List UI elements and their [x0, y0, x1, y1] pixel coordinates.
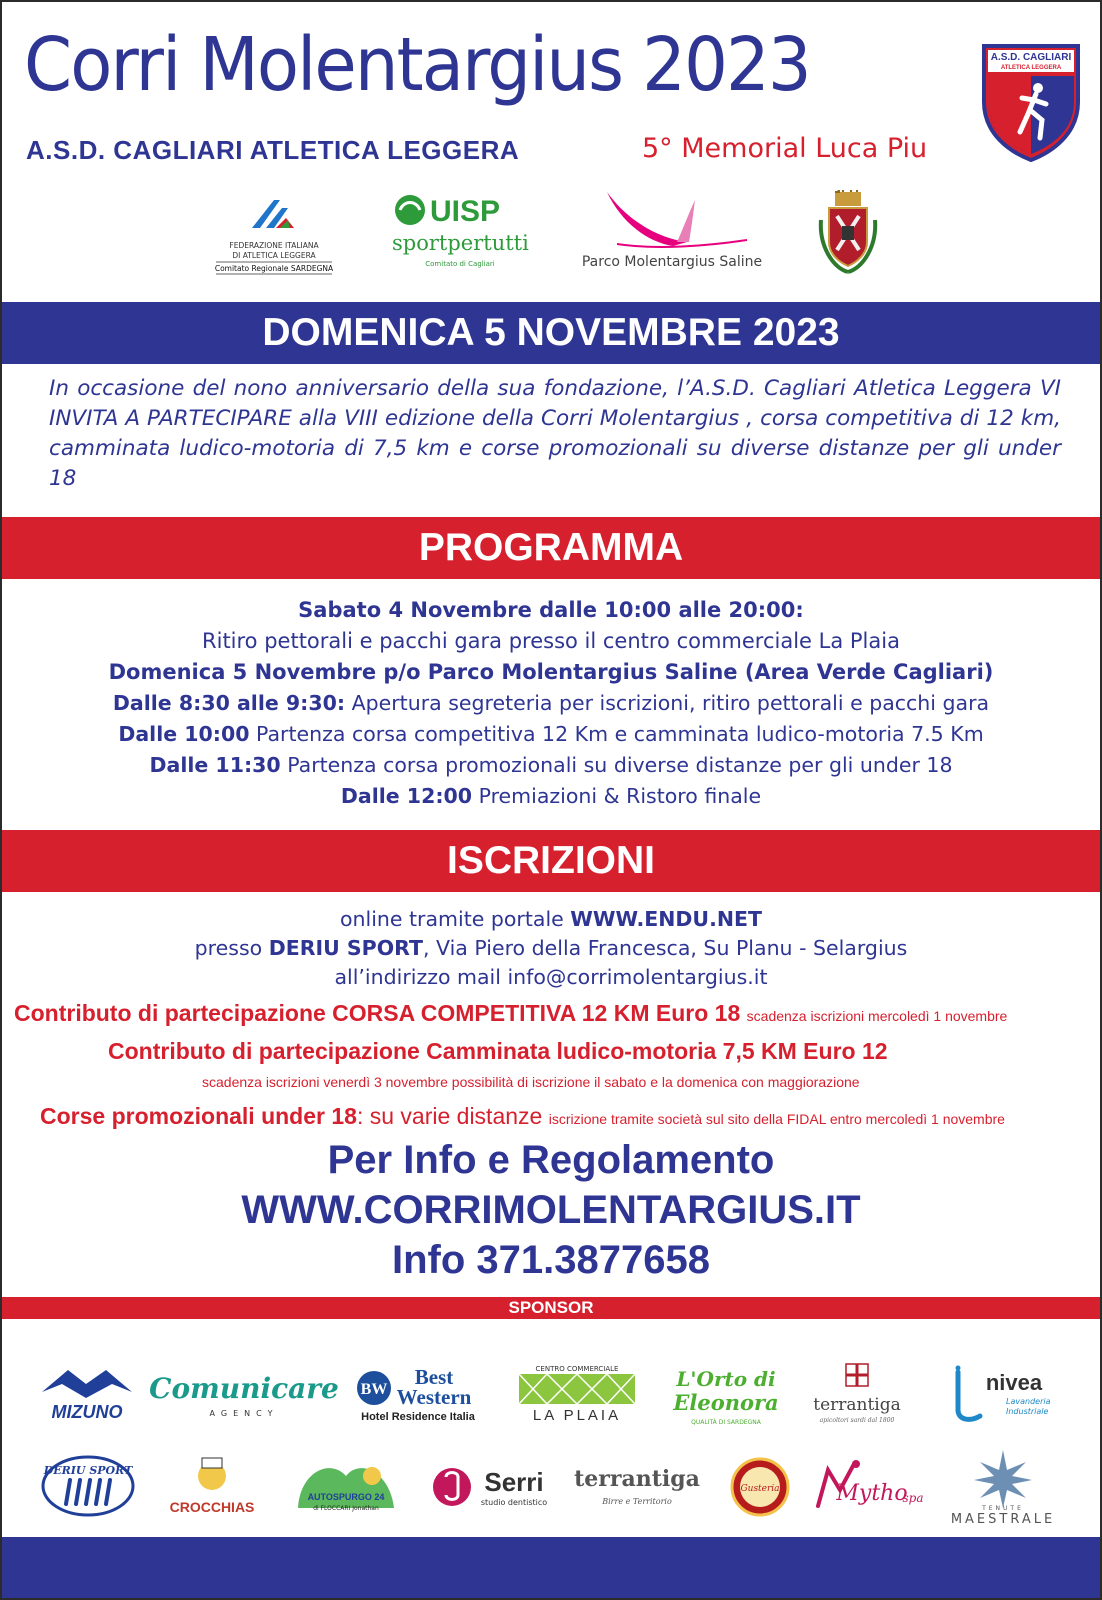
info-phone: Info 371.3877658: [392, 1238, 710, 1282]
mail-line[interactable]: all’indirizzo mail info@corrimolentargius.it: [334, 965, 768, 989]
svg-text:AGENCY: AGENCY: [209, 1409, 279, 1418]
svg-text:MIZUNO: MIZUNO: [51, 1402, 123, 1422]
endu-link[interactable]: WWW.ENDU.NET: [570, 907, 763, 931]
sponsor-serri-logo: [430, 1457, 552, 1517]
presso-line: presso DERIU SPORT, Via Piero della Francesca, Su Planu - Selargius: [194, 936, 908, 960]
fee-competitive: Contributo di partecipazione CORSA COMPETITIVA 12 KM Euro 18 scadenza iscrizioni mercoledì 1 novembre: [14, 1000, 1008, 1026]
svg-text:CROCCHIAS: CROCCHIAS: [169, 1499, 255, 1515]
svg-text:Best: Best: [414, 1365, 454, 1389]
iscrizioni-section: [2, 905, 1100, 992]
sponsor-bestwestern-logo: [354, 1362, 484, 1424]
svg-text:Birre e Territorio: Birre e Territorio: [602, 1497, 672, 1506]
fee-walk-note: scadenza iscrizioni venerdì 3 novembre possibilità di iscrizione il sabato e la domenica con maggiorazione: [202, 1074, 860, 1090]
svg-text:Hotel Residence Italia: Hotel Residence Italia: [361, 1411, 475, 1423]
svg-text:FEDERAZIONE ITALIANA: FEDERAZIONE ITALIANA: [229, 241, 319, 250]
sat-text: Ritiro pettorali e pacchi gara presso il centro commerciale La Plaia: [202, 629, 900, 653]
sponsor-crocchias-logo: [162, 1454, 262, 1518]
sponsor-terrantiga-logo: [802, 1362, 912, 1432]
sponsor-gusteria-logo: [728, 1456, 792, 1518]
svg-text:sportpertutti: sportpertutti: [392, 231, 529, 255]
schedule-item: Dalle 10:00 Partenza corsa competitiva 12 Km e camminata ludico-motoria 7.5 Km: [118, 722, 984, 746]
svg-text:studio dentistico: studio dentistico: [480, 1498, 548, 1507]
schedule-item: Dalle 11:30 Partenza corsa promozionali su diverse distanze per gli under 18: [149, 753, 953, 777]
sponsor-mytho-logo: [810, 1456, 928, 1518]
svg-text:BW: BW: [360, 1381, 388, 1398]
programma-section: [2, 595, 1100, 812]
svg-text:Serri: Serri: [484, 1467, 544, 1497]
svg-text:TENUTE: TENUTE: [982, 1505, 1024, 1512]
iscrizioni-heading: ISCRIZIONI: [2, 830, 1100, 892]
date-banner: DOMENICA 5 NOVEMBRE 2023: [2, 302, 1100, 364]
svg-text:UISP: UISP: [430, 195, 501, 228]
svg-text:Industriale: Industriale: [1006, 1407, 1049, 1416]
svg-text:Parco Molentargius Saline: Parco Molentargius Saline: [581, 254, 763, 270]
svg-text:nivea: nivea: [985, 1370, 1043, 1395]
fidal-logo: [214, 198, 334, 280]
schedule-item: Dalle 12:00 Premiazioni & Ristoro finale: [340, 784, 762, 808]
sponsor-laplaia-logo: [517, 1362, 637, 1424]
sponsor-heading: SPONSOR: [2, 1297, 1100, 1319]
club-name: A.S.D. CAGLIARI ATLETICA LEGGERA: [26, 135, 520, 165]
sponsor-tenutemaestrale-logo: [938, 1448, 1068, 1526]
svg-text:MAESTRALE: MAESTRALE: [950, 1512, 1056, 1527]
svg-text:di FLOCCARI Jonathan: di FLOCCARI Jonathan: [313, 1505, 379, 1512]
sponsor-deriusport-logo: [40, 1454, 136, 1518]
svg-text:CENTRO COMMERCIALE: CENTRO COMMERCIALE: [535, 1365, 619, 1373]
city-crest-logo: [817, 190, 879, 276]
svg-text:QUALITÀ DI SARDEGNA: QUALITÀ DI SARDEGNA: [691, 1419, 761, 1426]
svg-text:Western: Western: [396, 1385, 472, 1409]
sponsor-autospurgo-logo: [290, 1454, 402, 1518]
svg-text:Comitato di Cagliari: Comitato di Cagliari: [425, 260, 495, 268]
info-heading: Per Info e Regolamento: [327, 1138, 775, 1182]
schedule-item: Dalle 8:30 alle 9:30: Apertura segreteria per iscrizioni, ritiro pettorali e pacchi gara: [112, 691, 990, 715]
svg-text:AUTOSPURGO 24: AUTOSPURGO 24: [307, 1492, 385, 1502]
sponsor-nivea-logo: [950, 1366, 1062, 1428]
svg-text:Gusteria: Gusteria: [740, 1484, 780, 1494]
svg-text:L'Orto di: L'Orto di: [676, 1367, 776, 1391]
fee-walk: Contributo di partecipazione Camminata ludico-motoria 7,5 KM Euro 12: [108, 1038, 888, 1064]
programma-heading: PROGRAMMA: [2, 517, 1100, 579]
fee-under18: Corse promozionali under 18: su varie distanze iscrizione tramite società sul sito della FIDAL entro mercoledì 1 novembre: [40, 1103, 1005, 1129]
sponsor-mizuno-logo: [36, 1362, 138, 1424]
svg-text:Mytho: Mytho: [836, 1481, 908, 1506]
svg-text:A.S.D. CAGLIARI: A.S.D. CAGLIARI: [990, 52, 1072, 63]
svg-text:terrantiga: terrantiga: [574, 1466, 700, 1492]
svg-text:terrantiga: terrantiga: [813, 1395, 901, 1415]
event-title: Corri Molentargius 2023: [24, 22, 810, 108]
sun-title: Domenica 5 Novembre p/o Parco Molentargius Saline (Area Verde Cagliari): [108, 660, 994, 684]
svg-text:Comunicare: Comunicare: [149, 1372, 339, 1405]
intro-paragraph: In occasione del nono anniversario della sua fondazione, l’A.S.D. Cagliari Atletica Leggera VI INVITA A PARTECIPARE alla VIII edizione della Corri Molentargius , corsa competitiva di 12 km, camminata ludico-motoria di 7,5 km e corse promozionali su diverse distanze per gli under 18: [49, 376, 1061, 491]
sat-title: Sabato 4 Novembre dalle 10:00 alle 20:00:: [298, 598, 804, 622]
svg-text:Eleonora: Eleonora: [673, 1390, 779, 1415]
sponsor-comunicare-logo: [149, 1362, 339, 1424]
svg-text:LA PLAIA: LA PLAIA: [532, 1407, 622, 1424]
svg-text:Lavanderia: Lavanderia: [1006, 1397, 1051, 1406]
parco-molentargius-logo: [577, 190, 767, 276]
svg-text:DERIU SPORT: DERIU SPORT: [43, 1464, 133, 1477]
footer-band: [2, 1537, 1100, 1598]
svg-text:Comitato Regionale SARDEGNA: Comitato Regionale SARDEGNA: [214, 264, 334, 273]
website-link[interactable]: WWW.CORRIMOLENTARGIUS.IT: [241, 1188, 861, 1232]
sponsor-ortodieleonora-logo: [670, 1362, 785, 1430]
svg-text:DI ATLETICA LEGGERA: DI ATLETICA LEGGERA: [232, 251, 316, 260]
uisp-logo: [390, 192, 530, 276]
memorial-subtitle: 5° Memorial Luca Piu: [642, 133, 928, 164]
svg-text:ATLETICA LEGGERA: ATLETICA LEGGERA: [1000, 65, 1062, 71]
svg-text:spa: spa: [902, 1491, 924, 1505]
svg-text:apicoltori sardi dal 1800: apicoltori sardi dal 1800: [819, 1417, 895, 1424]
sponsor-terrantiga-birre-logo: [572, 1458, 702, 1514]
online-line: online tramite portale WWW.ENDU.NET: [339, 907, 763, 931]
club-shield-logo: [980, 42, 1082, 162]
